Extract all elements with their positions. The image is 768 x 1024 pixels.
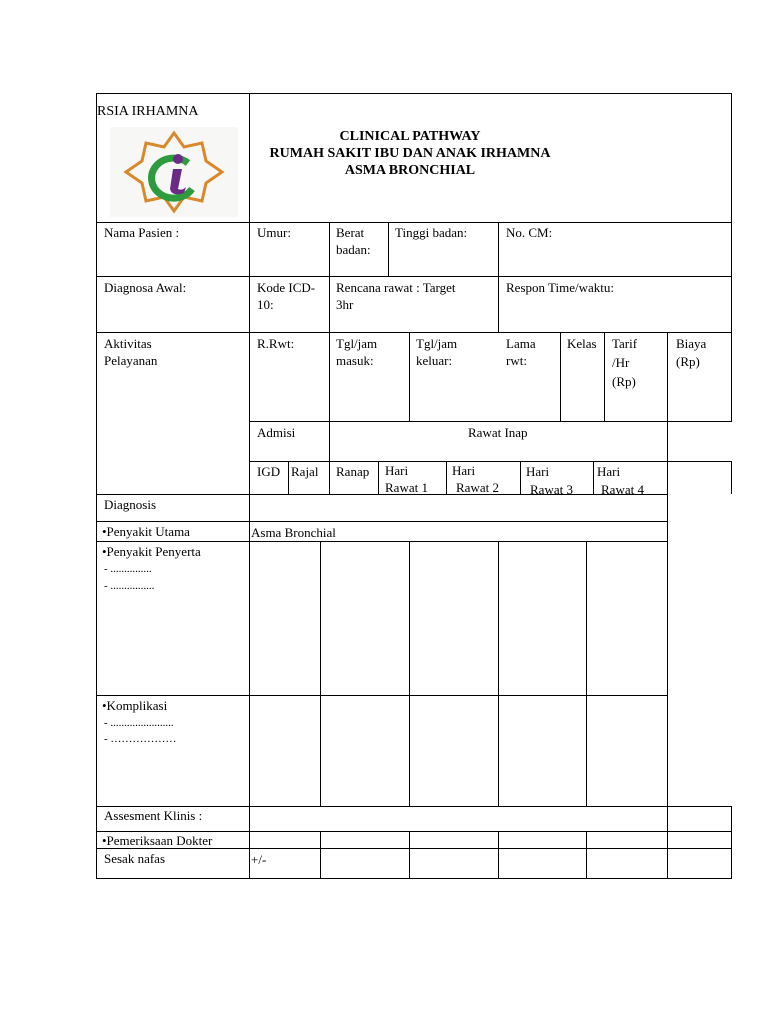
label-admisi: Admisi — [257, 425, 296, 440]
label-biaya-2: (Rp) — [676, 354, 700, 369]
hospital-name: RSIA IRHAMNA — [97, 104, 199, 119]
label-lama-2: rwt: — [506, 353, 527, 368]
label-tgl-keluar-1: Tgl/jam — [416, 336, 458, 351]
label-hari-4: Hari — [597, 464, 621, 479]
penyerta-item-1: - ............... — [104, 563, 152, 575]
label-berat-2: badan: — [336, 242, 371, 257]
label-rencana-1: Rencana rawat : Target — [336, 280, 456, 295]
label-rawat-1: Rawat 1 — [385, 480, 428, 495]
penyerta-item-2: - ................ — [104, 580, 155, 592]
label-ranap: Ranap — [336, 464, 370, 479]
label-assesment-klinis: Assesment Klinis : — [104, 808, 203, 823]
label-tgl-masuk-2: masuk: — [336, 353, 374, 368]
label-tarif-3: (Rp) — [612, 374, 636, 389]
komplikasi-item-1: - ....................... — [104, 717, 174, 729]
label-diagnosa-awal: Diagnosa Awal: — [104, 280, 187, 295]
label-tgl-masuk-1: Tgl/jam — [336, 336, 378, 351]
label-igd: IGD — [257, 464, 281, 479]
label-aktivitas-1: Aktivitas — [104, 336, 152, 351]
label-penyakit-penyerta: •Penyakit Penyerta — [102, 544, 201, 559]
value-asma-bronchial: Asma Bronchial — [251, 525, 336, 540]
label-komplikasi: •Komplikasi — [102, 698, 168, 713]
label-rencana-2: 3hr — [336, 297, 354, 312]
label-lama-1: Lama — [506, 336, 536, 351]
label-hari-2: Hari — [452, 463, 476, 478]
label-umur: Umur: — [257, 225, 291, 240]
title-diagnosis: ASMA BRONCHIAL — [344, 163, 476, 178]
label-kode-icd-2: 10: — [257, 297, 274, 312]
label-rawat-3: Rawat 3 — [530, 482, 573, 497]
label-tarif-1: Tarif — [612, 336, 638, 351]
label-kode-icd-1: Kode ICD- — [257, 280, 316, 295]
label-tarif-2: /Hr — [612, 355, 630, 370]
label-hari-1: Hari — [385, 463, 409, 478]
title-clinical-pathway: CLINICAL PATHWAY — [339, 129, 481, 144]
label-diagnosis: Diagnosis — [104, 497, 156, 512]
label-hari-3: Hari — [526, 464, 550, 479]
frame-right-mid — [731, 461, 732, 494]
komplikasi-item-2: - ……………… — [104, 733, 177, 745]
frame-bottom — [96, 878, 732, 879]
label-rawat-4: Rawat 4 — [601, 482, 644, 497]
frame-left — [96, 93, 97, 879]
hospital-logo — [110, 127, 238, 217]
label-rrwt: R.Rwt: — [257, 336, 295, 351]
label-aktivitas-2: Pelayanan — [104, 353, 158, 368]
label-biaya-1: Biaya — [676, 336, 707, 351]
label-sesak-nafas: Sesak nafas — [104, 851, 166, 866]
frame-right-bottom — [731, 806, 732, 879]
frame-right-top — [731, 93, 732, 422]
label-nama-pasien: Nama Pasien : — [104, 225, 180, 240]
label-rawat-2: Rawat 2 — [456, 480, 499, 495]
label-rajal: Rajal — [291, 464, 319, 479]
label-tinggi: Tinggi badan: — [395, 225, 468, 240]
label-tgl-keluar-2: keluar: — [416, 353, 453, 368]
label-penyakit-utama: •Penyakit Utama — [102, 524, 190, 539]
label-kelas: Kelas — [567, 336, 597, 351]
label-respon: Respon Time/waktu: — [506, 280, 614, 295]
title-hospital: RUMAH SAKIT IBU DAN ANAK IRHAMNA — [269, 146, 551, 161]
label-rawat-inap: Rawat Inap — [468, 425, 528, 440]
label-berat-1: Berat — [336, 225, 365, 240]
value-plus-minus: +/- — [251, 852, 267, 867]
label-no-cm: No. CM: — [506, 225, 553, 240]
label-pemeriksaan-dokter: •Pemeriksaan Dokter — [102, 833, 213, 848]
frame-top — [96, 93, 732, 94]
